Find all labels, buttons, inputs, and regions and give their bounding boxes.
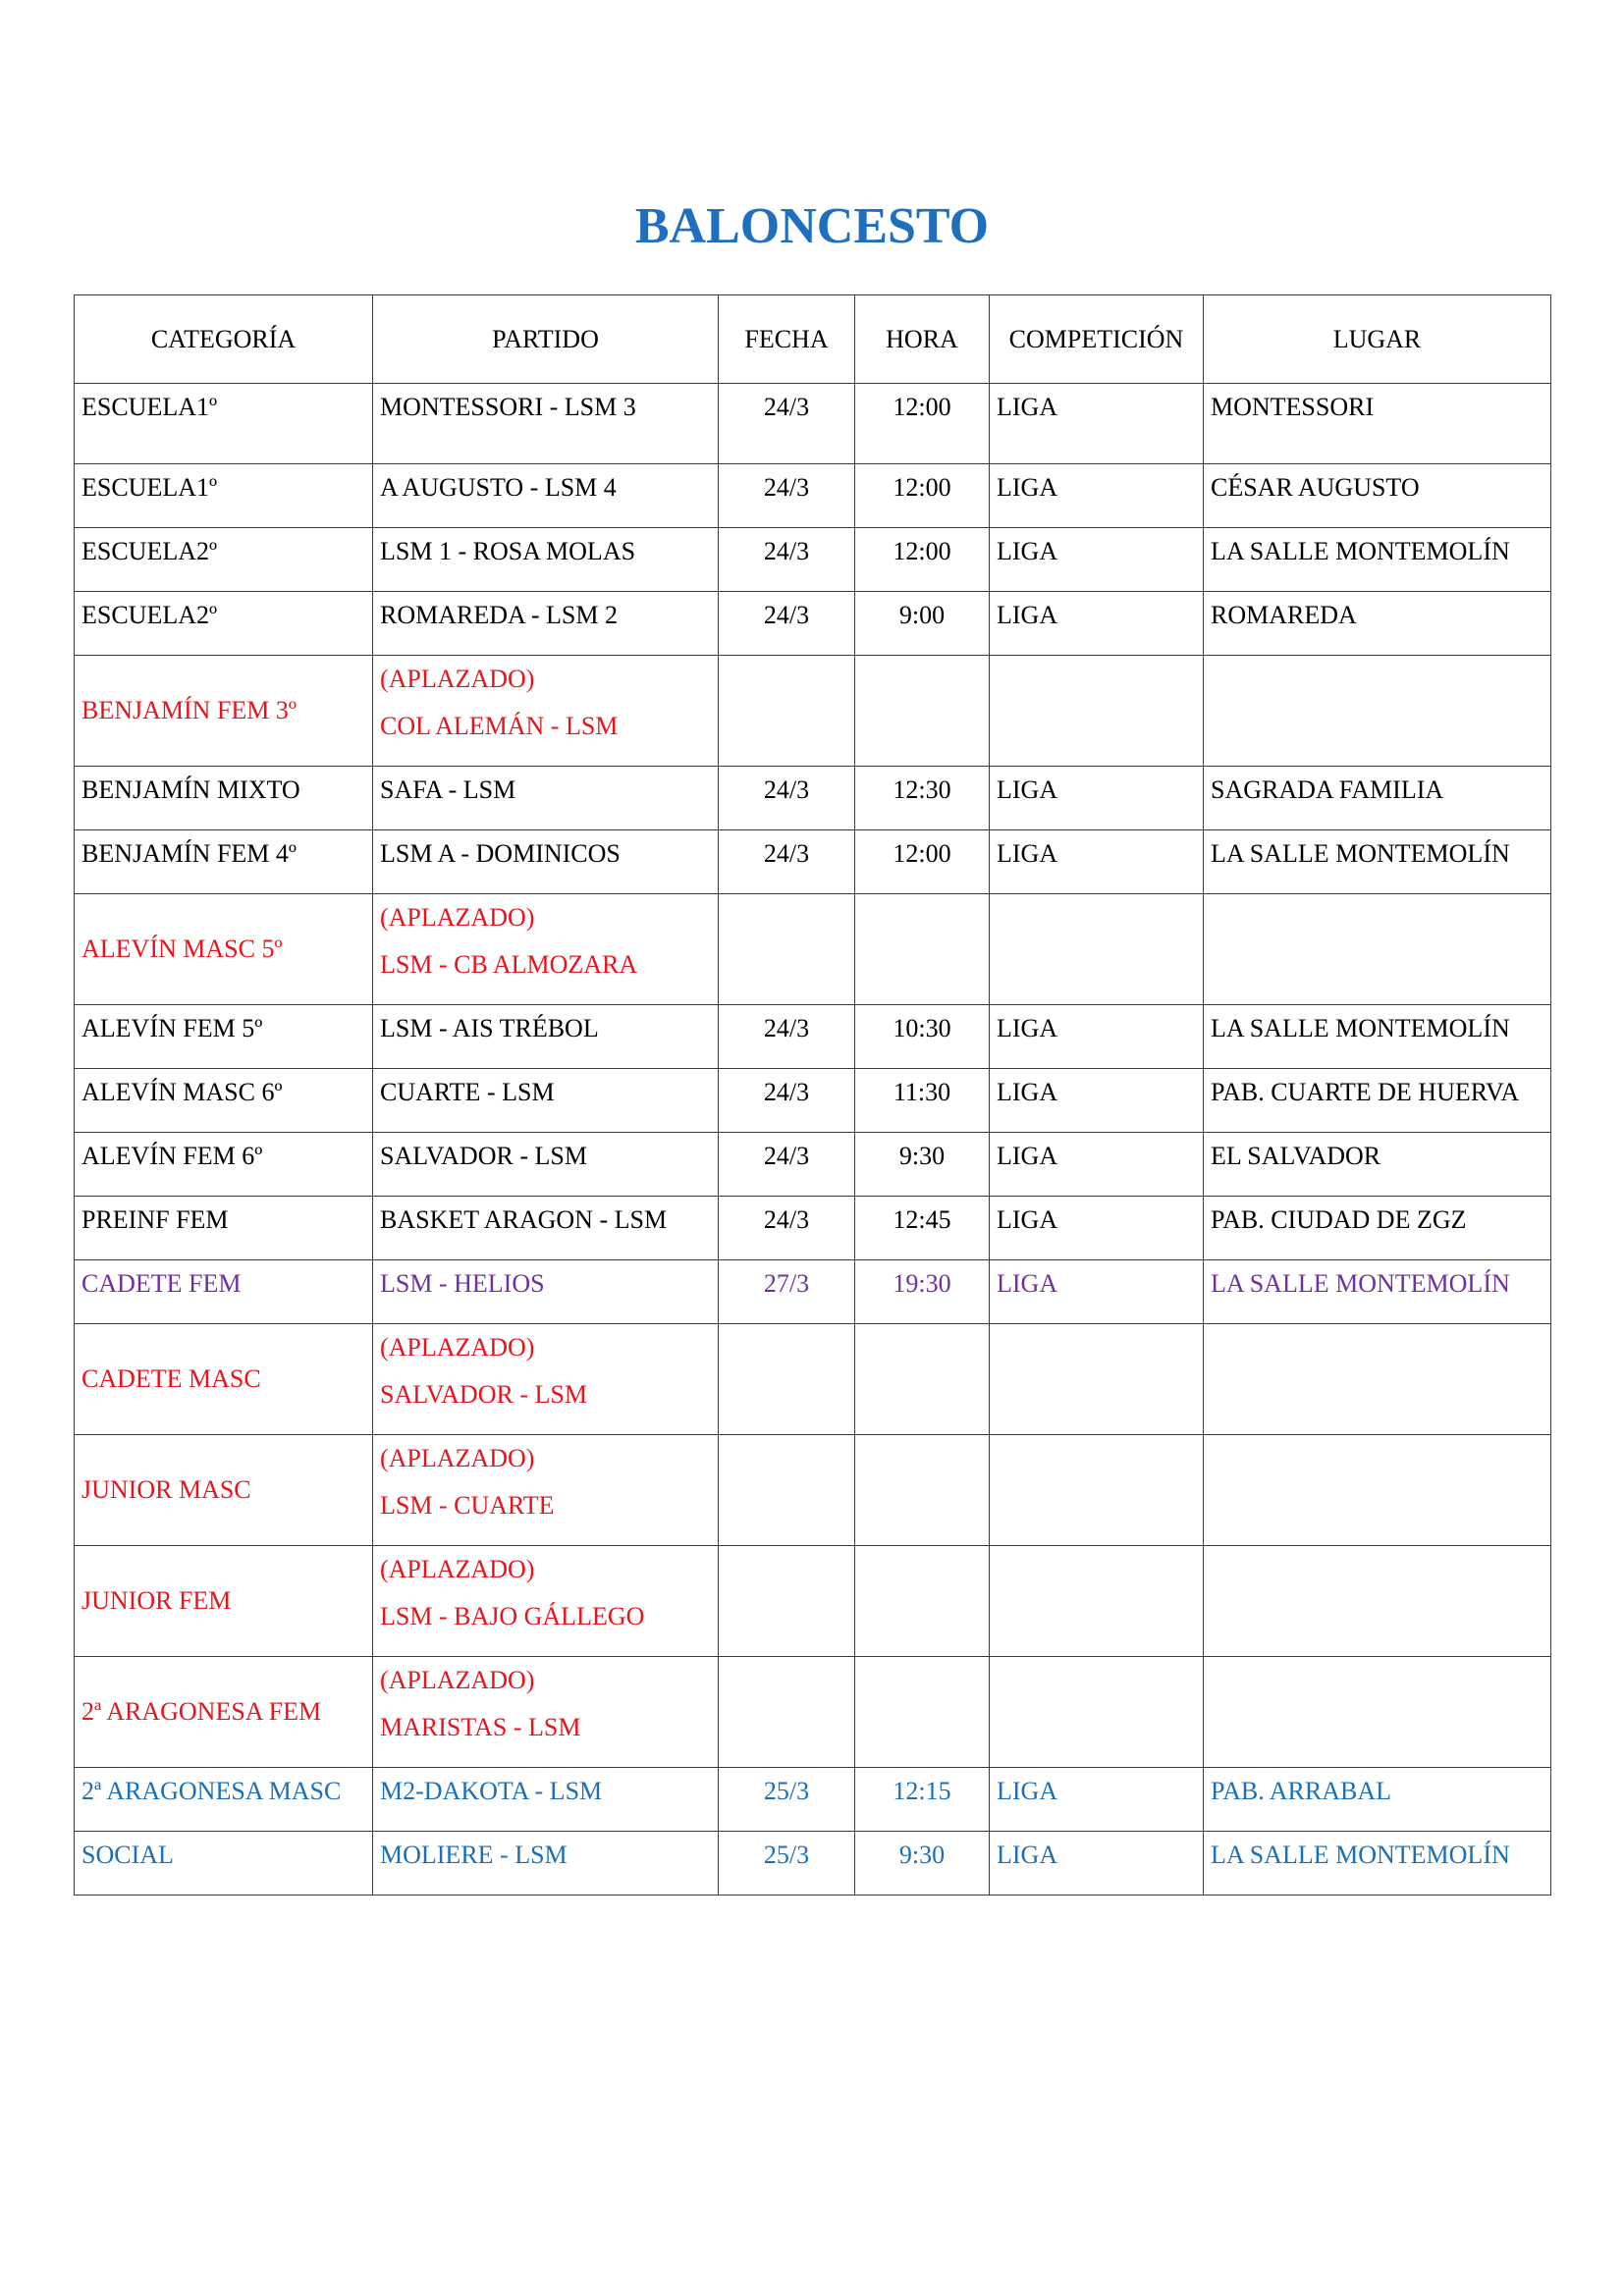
cell-fecha [719,1546,855,1657]
postponed-label: (APLAZADO) [380,665,535,693]
cell-competicion: LIGA [990,830,1204,894]
cell-lugar: EL SALVADOR [1204,1133,1551,1197]
cell-categoria: JUNIOR FEM [75,1546,373,1657]
cell-categoria: CADETE MASC [75,1324,373,1435]
cell-categoria: BENJAMÍN FEM 4º [75,830,373,894]
cell-partido: MOLIERE - LSM [373,1832,719,1896]
cell-hora: 12:00 [855,830,990,894]
cell-categoria: PREINF FEM [75,1197,373,1260]
table-row-postponed [75,1435,1551,1546]
cell-hora [855,656,990,767]
cell-partido: LSM - HELIOS [373,1260,719,1324]
cell-hora [855,1435,990,1546]
cell-partido [373,1324,719,1435]
cell-competicion: LIGA [990,1005,1204,1069]
cell-lugar [1204,1657,1551,1768]
cell-partido: CUARTE - LSM [373,1069,719,1133]
cell-competicion [990,1435,1204,1546]
cell-hora: 12:00 [855,464,990,528]
cell-categoria: BENJAMÍN MIXTO [75,767,373,830]
table-row [75,1133,1551,1197]
cell-categoria: ESCUELA2º [75,528,373,592]
cell-hora [855,1657,990,1768]
cell-hora: 10:30 [855,1005,990,1069]
match-label: LSM - BAJO GÁLLEGO [380,1602,645,1630]
cell-partido [373,1546,719,1657]
match-label: SALVADOR - LSM [380,1380,587,1409]
cell-categoria: JUNIOR MASC [75,1435,373,1546]
cell-lugar: LA SALLE MONTEMOLÍN [1204,1260,1551,1324]
table-row-postponed [75,656,1551,767]
table-row [75,767,1551,830]
cell-hora [855,1324,990,1435]
schedule-table [74,294,1551,1896]
cell-lugar: PAB. CUARTE DE HUERVA [1204,1069,1551,1133]
cell-partido: MONTESSORI - LSM 3 [373,384,719,464]
match-label: MARISTAS - LSM [380,1713,581,1741]
cell-competicion: LIGA [990,592,1204,656]
cell-fecha: 24/3 [719,1197,855,1260]
cell-fecha: 24/3 [719,767,855,830]
header-competicion: COMPETICIÓN [990,295,1204,384]
cell-fecha: 24/3 [719,1069,855,1133]
cell-partido: LSM - AIS TRÉBOL [373,1005,719,1069]
cell-categoria: ESCUELA1º [75,464,373,528]
table-row [75,1832,1551,1896]
cell-partido [373,1657,719,1768]
cell-partido [373,1435,719,1546]
cell-competicion: LIGA [990,1133,1204,1197]
cell-hora: 9:30 [855,1133,990,1197]
cell-fecha: 24/3 [719,384,855,464]
cell-partido: BASKET ARAGON - LSM [373,1197,719,1260]
cell-hora: 12:00 [855,384,990,464]
header-categoria: CATEGORÍA [75,295,373,384]
table-row [75,384,1551,464]
cell-categoria: SOCIAL [75,1832,373,1896]
cell-lugar [1204,1435,1551,1546]
cell-lugar: ROMAREDA [1204,592,1551,656]
cell-partido: SAFA - LSM [373,767,719,830]
cell-hora: 12:15 [855,1768,990,1832]
cell-categoria: ESCUELA2º [75,592,373,656]
cell-competicion [990,1324,1204,1435]
cell-fecha: 25/3 [719,1832,855,1896]
cell-partido: ROMAREDA - LSM 2 [373,592,719,656]
postponed-label: (APLAZADO) [380,1333,535,1362]
table-header-row [75,295,1551,384]
table-row-postponed [75,894,1551,1005]
cell-hora: 12:30 [855,767,990,830]
cell-lugar: LA SALLE MONTEMOLÍN [1204,1005,1551,1069]
cell-lugar [1204,1324,1551,1435]
cell-lugar: SAGRADA FAMILIA [1204,767,1551,830]
cell-lugar: LA SALLE MONTEMOLÍN [1204,528,1551,592]
cell-lugar: LA SALLE MONTEMOLÍN [1204,830,1551,894]
table-row [75,1260,1551,1324]
table-row [75,464,1551,528]
table-row-postponed [75,1546,1551,1657]
cell-lugar: LA SALLE MONTEMOLÍN [1204,1832,1551,1896]
cell-fecha: 24/3 [719,830,855,894]
header-fecha: FECHA [719,295,855,384]
postponed-label: (APLAZADO) [380,1555,535,1583]
cell-hora: 9:00 [855,592,990,656]
cell-competicion: LIGA [990,384,1204,464]
cell-competicion [990,1657,1204,1768]
cell-competicion: LIGA [990,1260,1204,1324]
cell-fecha: 24/3 [719,592,855,656]
cell-partido [373,894,719,1005]
cell-partido: SALVADOR - LSM [373,1133,719,1197]
cell-hora: 12:45 [855,1197,990,1260]
header-lugar: LUGAR [1204,295,1551,384]
postponed-label: (APLAZADO) [380,1666,535,1694]
table-row [75,1069,1551,1133]
cell-competicion [990,1546,1204,1657]
cell-fecha: 27/3 [719,1260,855,1324]
cell-partido: LSM 1 - ROSA MOLAS [373,528,719,592]
cell-categoria: ALEVÍN MASC 5º [75,894,373,1005]
table-row [75,1768,1551,1832]
table-row [75,1197,1551,1260]
cell-fecha [719,1435,855,1546]
cell-competicion: LIGA [990,1768,1204,1832]
postponed-label: (APLAZADO) [380,1444,535,1472]
cell-hora [855,894,990,1005]
cell-hora: 12:00 [855,528,990,592]
cell-fecha [719,1657,855,1768]
match-label: LSM - CB ALMOZARA [380,950,638,979]
table-row-postponed [75,1657,1551,1768]
cell-categoria: 2ª ARAGONESA FEM [75,1657,373,1768]
cell-hora [855,1546,990,1657]
cell-hora: 19:30 [855,1260,990,1324]
cell-fecha: 24/3 [719,528,855,592]
cell-competicion: LIGA [990,1069,1204,1133]
cell-categoria: ALEVÍN MASC 6º [75,1069,373,1133]
cell-competicion: LIGA [990,767,1204,830]
cell-lugar: PAB. CIUDAD DE ZGZ [1204,1197,1551,1260]
cell-partido: M2-DAKOTA - LSM [373,1768,719,1832]
cell-fecha [719,1324,855,1435]
cell-lugar [1204,656,1551,767]
cell-categoria: BENJAMÍN FEM 3º [75,656,373,767]
header-hora: HORA [855,295,990,384]
cell-competicion [990,894,1204,1005]
cell-categoria: ESCUELA1º [75,384,373,464]
cell-fecha [719,656,855,767]
table-row [75,528,1551,592]
cell-fecha: 24/3 [719,1133,855,1197]
cell-partido [373,656,719,767]
cell-competicion [990,656,1204,767]
cell-fecha [719,894,855,1005]
cell-lugar [1204,894,1551,1005]
table-row-postponed [75,1324,1551,1435]
cell-competicion: LIGA [990,464,1204,528]
cell-fecha: 24/3 [719,1005,855,1069]
header-partido: PARTIDO [373,295,719,384]
cell-competicion: LIGA [990,1197,1204,1260]
table-row [75,1005,1551,1069]
cell-lugar: CÉSAR AUGUSTO [1204,464,1551,528]
cell-fecha: 25/3 [719,1768,855,1832]
cell-categoria: 2ª ARAGONESA MASC [75,1768,373,1832]
page-title: BALONCESTO [634,198,990,254]
table-row [75,592,1551,656]
cell-lugar: MONTESSORI [1204,384,1551,464]
cell-lugar [1204,1546,1551,1657]
cell-competicion: LIGA [990,528,1204,592]
match-label: COL ALEMÁN - LSM [380,712,619,740]
cell-competicion: LIGA [990,1832,1204,1896]
cell-partido: A AUGUSTO - LSM 4 [373,464,719,528]
cell-lugar: PAB. ARRABAL [1204,1768,1551,1832]
cell-fecha: 24/3 [719,464,855,528]
cell-partido: LSM A - DOMINICOS [373,830,719,894]
cell-hora: 9:30 [855,1832,990,1896]
postponed-label: (APLAZADO) [380,903,535,932]
match-label: LSM - CUARTE [380,1491,555,1520]
table-row [75,830,1551,894]
cell-categoria: ALEVÍN FEM 6º [75,1133,373,1197]
cell-categoria: ALEVÍN FEM 5º [75,1005,373,1069]
cell-hora: 11:30 [855,1069,990,1133]
cell-categoria: CADETE FEM [75,1260,373,1324]
